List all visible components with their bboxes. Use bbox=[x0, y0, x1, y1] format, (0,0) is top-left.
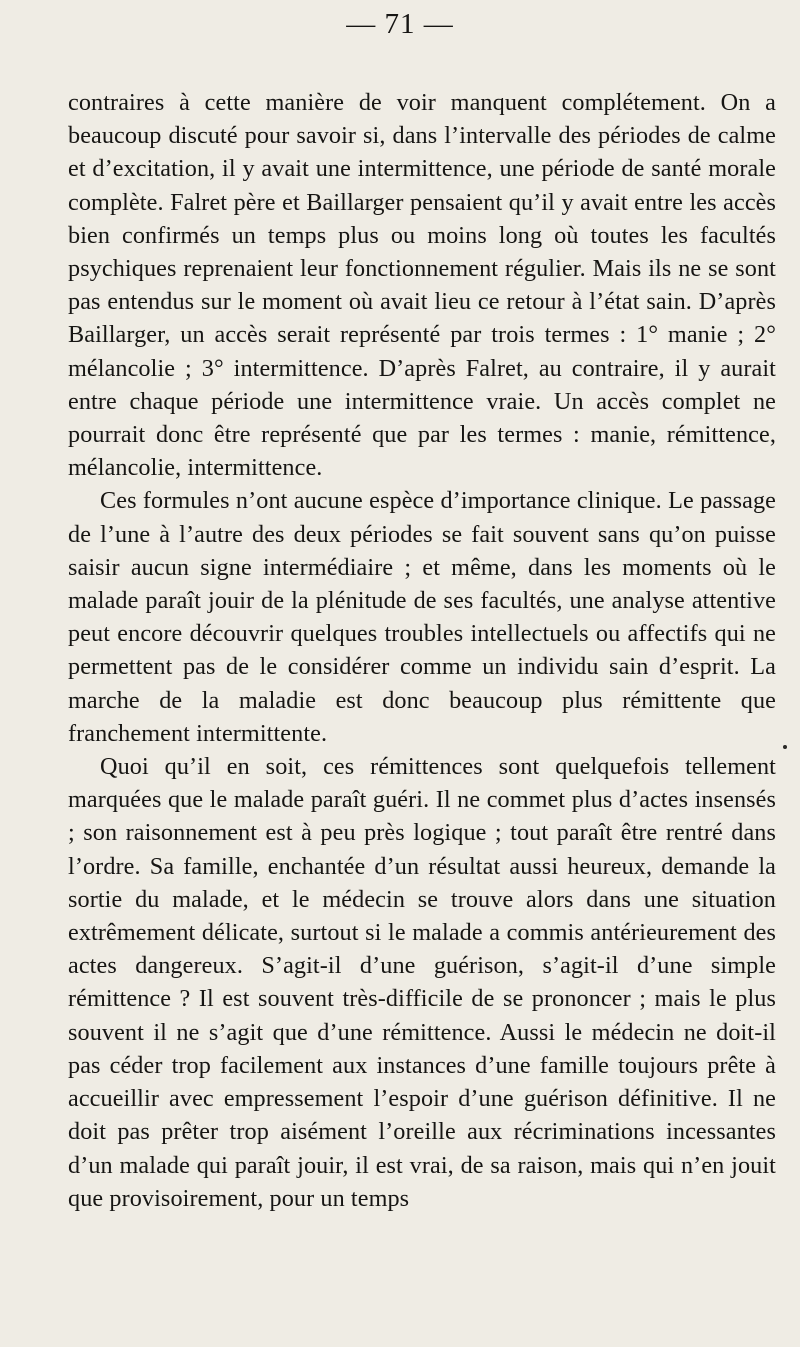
body-text bbox=[68, 86, 776, 1215]
paragraph-1: contraires à cette manière de voir manquent complétement. On a beaucoup discuté pour savoir si, dans l’intervalle des périodes de calme et d’excitation, il y avait une intermittence, une période de santé morale complète. Falret père et Baillarger pensaient qu’il y avait entre les accès bien confirmés un temps plus ou moins long où toutes les facultés psychiques reprenaient leur fonctionnement régulier. Mais ils ne se sont pas entendus sur le moment où avait lieu ce retour à l’état sain. D’après Baillarger, un accès serait représenté par trois termes : 1° manie ; 2° mélancolie ; 3° intermittence. D’après Falret, au contraire, il y aurait entre chaque période une intermittence vraie. Un accès complet ne pourrait donc être représenté que par les termes : manie, rémittence, mélancolie, intermittence. bbox=[68, 89, 776, 482]
paragraph-3: Quoi qu’il en soit, ces rémittences sont quelquefois tellement marquées que le malade paraît guéri. Il ne commet plus d’actes insensés ; son raisonnement est à peu près logique ; tout paraît être rentré dans l’ordre. Sa famille, enchantée d’un résultat aussi heureux, demande la sortie du malade, et le médecin se trouve alors dans une situation extrêmement délicate, surtout si le malade a commis antérieurement des actes dangereux. S’agit-il d’une guérison, s’agit-il d’une simple rémittence ? Il est souvent très-difficile de se prononcer ; mais le plus souvent il ne s’agit que d’une rémittence. Aussi le médecin ne doit-il pas céder trop facilement aux instances d’une famille toujours prête à accueillir avec empressement l’espoir d’une guérison définitive. Il ne doit pas prêter trop aisément l’oreille aux récriminations incessantes d’un malade qui paraît jouir, il est vrai, de sa raison, mais qui n’en jouit que provisoirement, pour un temps bbox=[68, 753, 776, 1212]
paragraph-2: Ces formules n’ont aucune espèce d’importance clinique. Le passage de l’une à l’autre des deux périodes se fait souvent sans qu’on puisse saisir aucun signe intermédiaire ; et même, dans les moments où le malade paraît jouir de la plénitude de ses facultés, une analyse attentive peut encore découvrir quelques troubles intellectuels ou affectifs qui ne permettent pas de le considérer comme un individu sain d’esprit. La marche de la maladie est donc beaucoup plus rémittente que franchement intermittente. bbox=[68, 487, 776, 747]
page-number: — 71 — bbox=[346, 8, 454, 40]
margin-mark bbox=[783, 745, 787, 749]
